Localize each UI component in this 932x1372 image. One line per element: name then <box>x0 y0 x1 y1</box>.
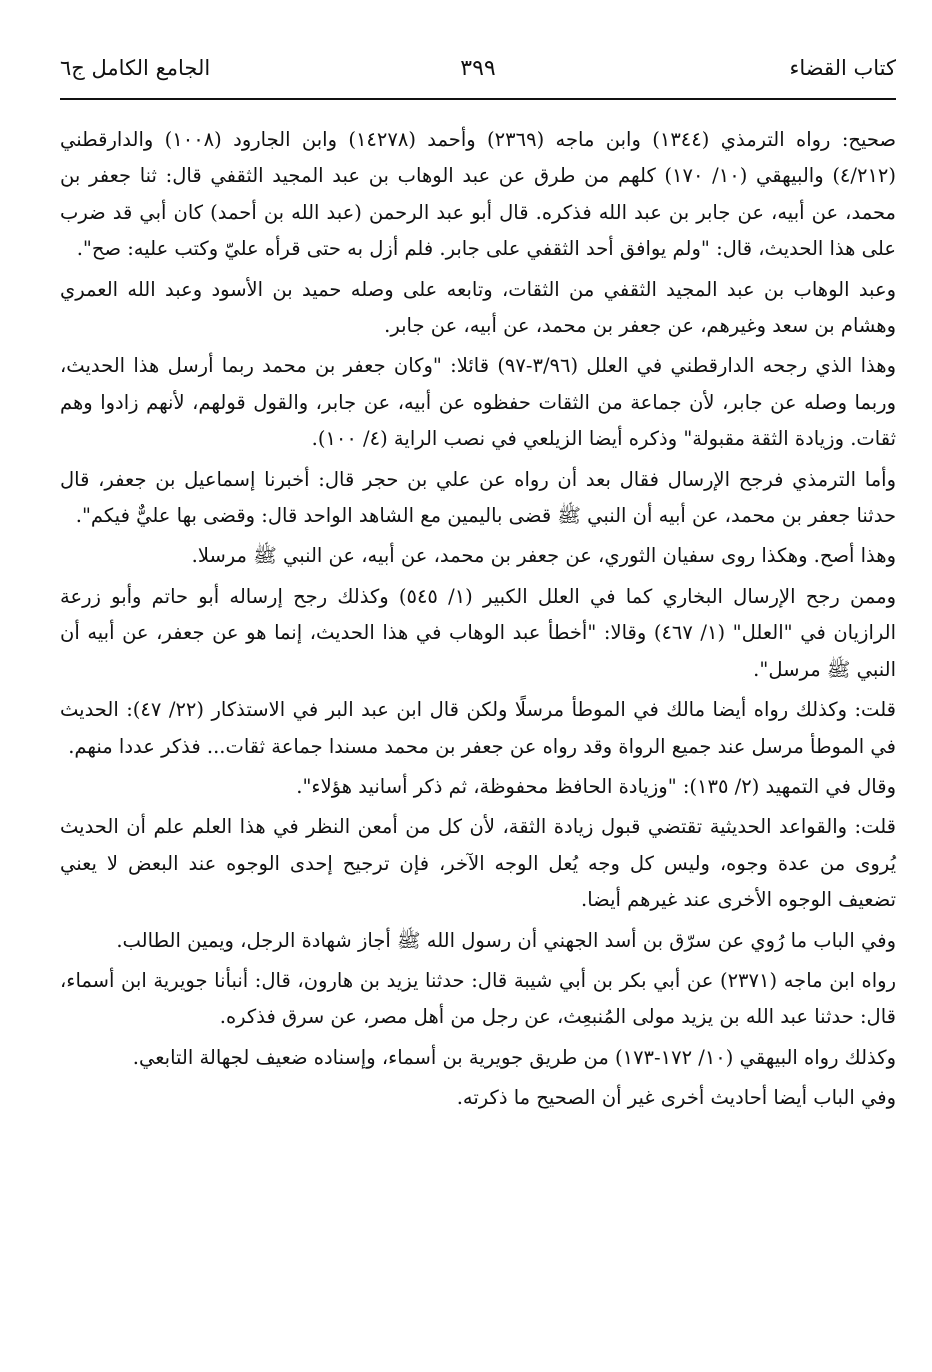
paragraph: وقال في التمهيد (٢/ ١٣٥): "وزيادة الحافظ محفوظة، ثم ذكر أسانيد هؤلاء". <box>296 774 896 798</box>
paragraph: وهذا الذي رجحه الدارقطني في العلل (٣/٩٦-٩٧) قائلا: "وكان جعفر بن محمد ربما أرسل هذا الحديث، وربما وصله عن جابر، لأن جماعة من الثقات حفظوه عن أبيه، عن جابر، والقول قولهم، لأنهم زادوا وهم ثقات. وزيادة الثقة مقبولة" وذكره أيضا الزيلعي في نصب الراية (٤/ ١٠٠). <box>60 354 896 451</box>
paragraph: قلت: والقواعد الحديثية تقتضي قبول زيادة الثقة، لأن كل من أمعن النظر في هذا العلم علم أن الحديث يُروى من عدة وجوه، وليس كل وجه يُعل الوجه الآخر، فإن ترجيح إحدى الوجوه عند البعض لا يعني تضعيف الوجوه الأخرى عند غيرهم أيضا. <box>60 815 896 912</box>
paragraph: وكذلك رواه البيهقي (١٠/ ١٧٢-١٧٣) من طريق جويرية بن أسماء، وإسناده ضعيف لجهالة التابعي. <box>132 1045 896 1069</box>
page-body <box>60 122 896 1121</box>
paragraph: صحيح: رواه الترمذي (١٣٤٤) وابن ماجه (٢٣٦٩) وأحمد (١٤٢٧٨) وابن الجارود (١٠٠٨) والدارقطني (٤/٢١٢) والبيهقي (١٠/ ١٧٠) كلهم من طرق عن عبد الوهاب بن عبد المجيد الثقفي قال: ثنا جعفر بن محمد، عن أبيه، عن جابر بن عبد الله فذكره. قال أبو عبد الرحمن (عبد الله بن أحمد) كان أبي قد ضرب على هذا الحديث، قال: "ولم يوافق أحد الثقفي على جابر. فلم أزل به حتى قرأه عليّ وكتب عليه: صح". <box>60 128 897 261</box>
paragraph: وممن رجح الإرسال البخاري كما في العلل الكبير (١/ ٥٤٥) وكذلك رجح إرساله أبو حاتم وأبو زرعة الرازيان في "العلل" (١/ ٤٦٧) وقالا: "أخطأ عبد الوهاب في هذا الحديث، إنما هو عن جعفر، عن أبيه أن النبي ﷺ مرسل". <box>60 584 896 681</box>
book-title: كتاب القضاء <box>789 56 896 80</box>
header-divider <box>60 98 896 100</box>
paragraph: وعبد الوهاب بن عبد المجيد الثقفي من الثقات، وتابعه على وصله حميد بن الأسود وعبد الله العمري وهشام بن سعد وغيرهم، عن جعفر بن محمد، عن أبيه، عن جابر. <box>60 277 896 338</box>
paragraph: قلت: وكذلك رواه أيضا مالك في الموطأ مرسلًا ولكن قال ابن عبد البر في الاستذكار (٢٢/ ٤٧): الحديث في الموطأ مرسل عند جميع الرواة وقد رواه عن جعفر بن محمد مسندا جماعة ثقات... فذكر عددا منهم. <box>60 698 896 758</box>
paragraph: رواه ابن ماجه (٢٣٧١) عن أبي بكر بن أبي شيبة قال: حدثنا يزيد بن هارون، قال: أنبأنا جويرية ابن أسماء، قال: حدثنا عبد الله بن يزيد مولى المُنبعِث، عن رجل من أهل مصر، عن سرق فذكره. <box>60 968 896 1029</box>
series-title: الجامع الكامل ج٦ <box>60 56 211 80</box>
paragraph: وهذا أصح. وهكذا روى سفيان الثوري، عن جعفر بن محمد، عن أبيه، عن النبي ﷺ مرسلا. <box>191 544 896 568</box>
paragraph: وفي الباب أيضا أحاديث أخرى غير أن الصحيح ما ذكرته. <box>456 1086 896 1110</box>
page-number: ٣٩٩ <box>460 56 496 81</box>
paragraph: وأما الترمذي فرجح الإرسال فقال بعد أن رواه عن علي بن حجر قال: أخبرنا إسماعيل بن جعفر، قال حدثنا جعفر بن محمد، عن أبيه أن النبي ﷺ قضى باليمين مع الشاهد الواحد قال: وقضى بها عليٌّ فيكم". <box>60 467 896 528</box>
paragraph: وفي الباب ما رُوي عن سرّق بن أسد الجهني أن رسول الله ﷺ أجاز شهادة الرجل، ويمين الطالب. <box>116 928 896 952</box>
page-header <box>60 52 896 92</box>
